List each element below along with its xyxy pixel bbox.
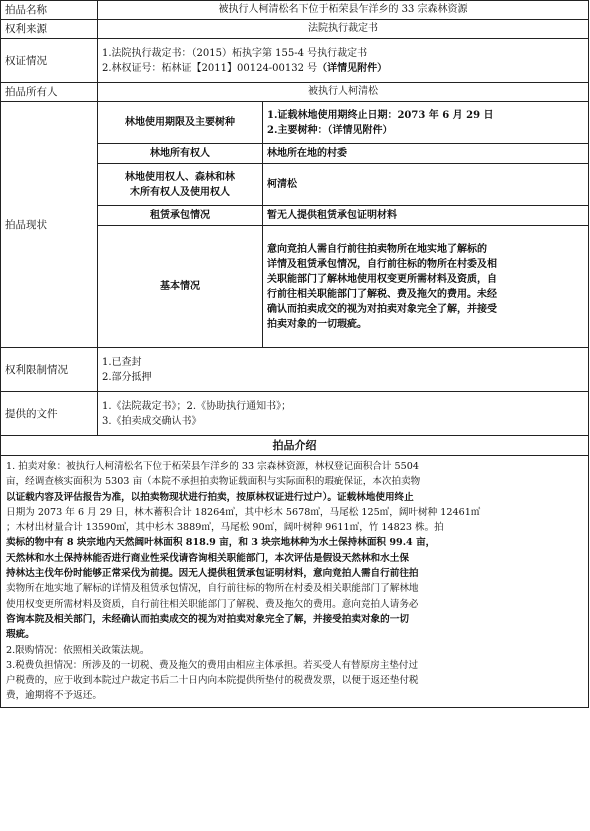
row-usage-period	[1, 102, 589, 144]
land-owner-value: 林地所在地的村委	[263, 144, 589, 164]
row-rights-source	[1, 20, 589, 39]
certificate-line: 1.法院执行裁定书：（2015）柘执字第 155-4 号执行裁定书	[102, 47, 368, 59]
land-user-label	[98, 164, 263, 206]
lease-label: 租赁承包情况	[98, 206, 263, 226]
usage-period-label: 林地使用期限及主要树种	[98, 102, 263, 144]
item-name-label: 拍品名称	[1, 1, 98, 20]
item-status-label: 拍品现状	[1, 102, 98, 348]
usage-period-value	[263, 102, 589, 144]
row-provided-docs	[1, 392, 589, 436]
basic-info-line: 确认而拍卖成交的视为对拍卖对象完全了解，并接受	[267, 303, 497, 315]
usage-period-line: 2.主要树种：（详情见附件）	[267, 124, 393, 136]
intro-paragraph-2: 2.限购情况：依照相关政策法规。	[6, 644, 150, 656]
provided-docs-value	[98, 392, 589, 436]
provided-doc-line: 3.《拍卖成交确认书》	[102, 415, 202, 427]
row-intro-body	[1, 456, 589, 708]
row-intro-title	[1, 436, 589, 456]
basic-info-line: 详情及租赁承包情况，自行前往标的物所在村委及相	[267, 258, 497, 270]
rights-restriction-label: 权利限制情况	[1, 348, 98, 392]
land-user-label-line: 林地使用权人、森林和林	[125, 171, 235, 183]
basic-info-line: 关职能部门了解林地使用权变更所需材料及资质，自	[267, 273, 497, 285]
restriction-line: 2.部分抵押	[102, 371, 152, 383]
basic-info-label: 基本情况	[98, 226, 263, 348]
basic-info-line: 拍卖对象的一切瑕疵。	[267, 318, 367, 330]
land-user-label-line: 木所有权人及使用权人	[130, 186, 230, 198]
item-owner-label: 拍品所有人	[1, 83, 98, 102]
row-rights-restriction	[1, 348, 589, 392]
see-attachment-note: （详情见附件）	[317, 62, 388, 74]
usage-period-line: 1.证载林地使用期终止日期：2073 年 6 月 29 日	[267, 109, 494, 121]
lease-value: 暂无人提供租赁承包证明材料	[263, 206, 589, 226]
land-user-value: 柯清松	[263, 164, 589, 206]
intro-paragraph-3: 3.税费负担情况：所涉及的一切税、费及拖欠的费用由相应主体承担。若买受人有替原房主垫付过 户税费的，应于收到本院过户裁定书后二十日内向本院提供所垫付的税费发票，以便于返还垫付税 费，逾期将不予返还。	[6, 659, 419, 702]
item-name-value: 被执行人柯清松名下位于柘荣县乍洋乡的 33 宗森林资源	[98, 1, 589, 20]
certificates-label: 权证情况	[1, 39, 98, 83]
basic-info-line: 意向竞拍人需自行前往拍卖物所在地实地了解标的	[267, 243, 487, 255]
row-item-name	[1, 1, 589, 20]
basic-info-line: 行前往相关职能部门了解税、费及拖欠的费用。未经	[267, 288, 497, 300]
restriction-line: 1.已查封	[102, 356, 142, 368]
row-certificates	[1, 39, 589, 83]
provided-doc-line: 1.《法院裁定书》；2.《协助执行通知书》；	[102, 400, 292, 412]
land-owner-label: 林地所有权人	[98, 144, 263, 164]
certificate-line: 2.林权证号：柘林证【2011】00124-00132 号（详情见附件）	[102, 62, 388, 74]
intro-paragraph-1: 1. 拍卖对象：被执行人柯清松名下位于柘荣县乍洋乡的 33 宗森林资源，林权登记面积合计 5504 亩，经调查核实面积为 5303 亩（本院不承担拍卖物证载面积与实际面积的瑕疵保证，本次拍卖物 以证载内容及评估报告为准，以拍卖物现状进行拍卖，按原林权证进行过户）。证载林地使用终止 日期为 2073 年 6 月 29 日，林木蓄积合计 18264㎥，其中杉木 5678㎥，马尾松 125㎥，阔叶树种 12461㎥ ；木材出材量合计 13590㎥，其中杉木 3889㎥，马尾松 90㎥，阔叶树种 9611㎥，竹 14823 株。拍 卖标的物中有 8 块宗地内天然阔叶林面积 818.9 亩，和 3 块宗地林种为水土保持林面积 99.4 亩， 天然林和水土保持林能否进行商业性采伐请咨询相关职能部门，本次评估是假设天然林和水土保 持林达主伐年份时能够正常采伐为前提。因无人提供租赁承包证明材料，意向竞拍人需自行前往拍 卖物所在地实地了解标的详情及租赁承包情况，自行前往标的物所在村委及相关职能部门了解林地 使用权变更所需材料及资质，自行前往相关职能部门了解税、费及拖欠的费用。意向竞拍人请务必 咨询本院及相关部门，未经确认而拍卖成交的视为对拍卖对象完全了解，并接受拍卖对象的一切 瑕疵。	[6, 461, 481, 641]
row-item-owner	[1, 83, 589, 102]
intro-title: 拍品介绍	[1, 436, 589, 456]
basic-info-value	[263, 226, 589, 348]
rights-restriction-value	[98, 348, 589, 392]
certificates-value	[98, 39, 589, 83]
rights-source-label: 权利来源	[1, 20, 98, 39]
rights-source-value: 法院执行裁定书	[98, 20, 589, 39]
provided-docs-label: 提供的文件	[1, 392, 98, 436]
item-owner-value: 被执行人柯清松	[98, 83, 589, 102]
intro-body	[1, 456, 589, 708]
